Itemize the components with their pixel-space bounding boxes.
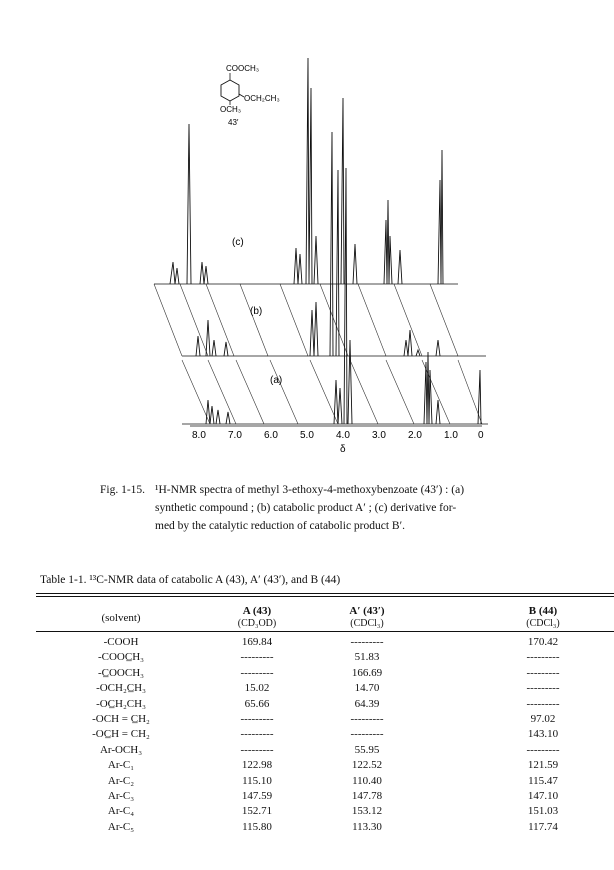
table-row xyxy=(36,790,614,805)
cell-a: 15.02 xyxy=(244,682,270,695)
cell-b: 143.10 xyxy=(527,728,559,741)
cell-b: 121.59 xyxy=(527,759,559,772)
cell-a: 65.66 xyxy=(244,697,270,710)
cell-b: --------- xyxy=(526,743,560,756)
compound-label: 43′ xyxy=(228,118,239,127)
nmr-spectra-figure xyxy=(140,40,500,460)
caption-line: ¹H-NMR spectra of methyl 3-ethoxy-4-methoxybenzoate (43′) : (a) xyxy=(155,484,465,496)
header-col-aprime-solvent: (CDCl₃) xyxy=(350,618,384,629)
molecule-bottom-group: OCH₃ xyxy=(220,105,242,114)
axis-tick: 4.0 xyxy=(336,430,350,441)
cell-aprime: 122.52 xyxy=(351,759,383,772)
cell-aprime: 14.70 xyxy=(354,682,380,695)
table-row xyxy=(36,651,614,666)
cell-aprime: 113.30 xyxy=(352,820,382,833)
cell-aprime: 153.12 xyxy=(351,805,383,818)
axis-tick: 6.0 xyxy=(264,430,278,441)
cell-b: 151.03 xyxy=(527,805,559,818)
cell-a: 147.59 xyxy=(241,789,273,802)
header-col-b-title: B (44) xyxy=(528,605,558,617)
header-col-aprime-title: A′ (43′) xyxy=(349,605,385,617)
table-row xyxy=(36,821,614,836)
row-label: -OC̲H₂CH₃ xyxy=(96,697,146,710)
cell-b: 97.02 xyxy=(530,712,556,725)
cell-aprime: 64.39 xyxy=(354,697,380,710)
table-title: Table 1-1. ¹³C-NMR data of catabolic A (43), A′ (43′), and B (44) xyxy=(40,574,341,586)
row-label: -COOC̲H₃ xyxy=(97,651,144,664)
table-row xyxy=(36,775,614,790)
table-rule xyxy=(36,596,614,597)
row-label: Ar-C₄ xyxy=(107,805,135,818)
cell-aprime: --------- xyxy=(350,728,384,741)
trace-label-b: (b) xyxy=(250,306,263,317)
cell-aprime: 166.69 xyxy=(351,666,383,679)
cell-b: 117.74 xyxy=(528,820,558,833)
cell-a: --------- xyxy=(240,666,274,679)
table-row xyxy=(36,744,614,759)
table-row xyxy=(36,713,614,728)
header-col-a-title: A (43) xyxy=(242,605,272,617)
row-label: -C̲OOCH₃ xyxy=(97,666,144,679)
cell-b: --------- xyxy=(526,682,560,695)
cell-a: --------- xyxy=(240,651,274,664)
cell-a: 115.80 xyxy=(242,820,272,833)
cell-aprime: --------- xyxy=(350,712,384,725)
cell-a: 152.71 xyxy=(241,805,273,818)
table-row xyxy=(36,698,614,713)
cell-b: --------- xyxy=(526,697,560,710)
table-row xyxy=(36,667,614,682)
trace-label-c: (c) xyxy=(232,237,244,248)
table-row xyxy=(36,636,614,651)
axis-tick: 8.0 xyxy=(192,430,206,441)
cell-b: --------- xyxy=(526,666,560,679)
axis-tick: 1.0 xyxy=(444,430,458,441)
axis-tick: 3.0 xyxy=(372,430,386,441)
cell-aprime: 147.78 xyxy=(351,789,383,802)
cell-b: 170.42 xyxy=(527,636,559,648)
cell-a: --------- xyxy=(240,712,274,725)
caption-line: synthetic compound ; (b) catabolic product A′ ; (c) derivative for- xyxy=(155,502,457,514)
trace-label-a: (a) xyxy=(270,375,283,386)
cell-b: 115.47 xyxy=(528,774,558,787)
cell-a: 115.10 xyxy=(242,774,272,787)
table-row xyxy=(36,805,614,820)
header-solvent: (solvent) xyxy=(101,612,141,624)
row-label: -COOH xyxy=(103,636,139,648)
delta-axis xyxy=(190,426,484,455)
header-col-b-solvent: (CDCl₃) xyxy=(526,618,560,629)
figure-caption xyxy=(100,481,550,535)
molecule-top-group: COOCH₃ xyxy=(226,64,260,73)
cell-a: 122.98 xyxy=(241,759,273,772)
figure-number: Fig. 1-15. xyxy=(100,484,146,496)
axis-tick: 0 xyxy=(478,430,484,441)
cell-aprime: 55.95 xyxy=(354,743,380,756)
axis-tick: 2.0 xyxy=(408,430,422,441)
axis-tick: 5.0 xyxy=(300,430,314,441)
table-rule xyxy=(36,631,614,632)
cell-aprime: 110.40 xyxy=(352,774,382,787)
row-label: Ar-C₃ xyxy=(107,789,135,802)
molecule-side-group: OCH₂CH₃ xyxy=(244,94,280,103)
cell-aprime: --------- xyxy=(350,636,384,648)
axis-symbol: δ xyxy=(340,444,346,455)
row-label: -OC̲H = CH₂ xyxy=(92,728,150,741)
row-label: -OCH₂C̲H₃ xyxy=(96,682,146,695)
row-label: Ar-C₅ xyxy=(107,820,135,833)
molecule-structure xyxy=(220,64,280,127)
axis-tick: 7.0 xyxy=(228,430,242,441)
table-body xyxy=(36,636,614,836)
row-label: -OCH = C̲H₂ xyxy=(92,712,150,725)
cell-b: 147.10 xyxy=(527,789,559,802)
header-col-a xyxy=(212,605,302,630)
cell-aprime: 51.83 xyxy=(354,651,380,664)
row-label: Ar-C₁ xyxy=(107,759,135,772)
cell-a: 169.84 xyxy=(241,636,273,648)
header-col-aprime xyxy=(322,605,412,630)
cell-a: --------- xyxy=(240,743,274,756)
caption-line: med by the catalytic reduction of catabolic product B′. xyxy=(155,520,405,532)
benzene-ring xyxy=(221,80,239,101)
trace-c xyxy=(154,58,458,284)
table-rule xyxy=(36,593,614,594)
row-label: Ar-OCH₃ xyxy=(99,743,143,756)
header-col-b xyxy=(498,605,588,630)
table-row xyxy=(36,759,614,774)
cell-a: --------- xyxy=(240,728,274,741)
table-row xyxy=(36,728,614,743)
cell-b: --------- xyxy=(526,651,560,664)
header-col-a-solvent: (CD₃OD) xyxy=(237,618,277,629)
row-label: Ar-C₂ xyxy=(107,774,135,787)
table-row xyxy=(36,682,614,697)
